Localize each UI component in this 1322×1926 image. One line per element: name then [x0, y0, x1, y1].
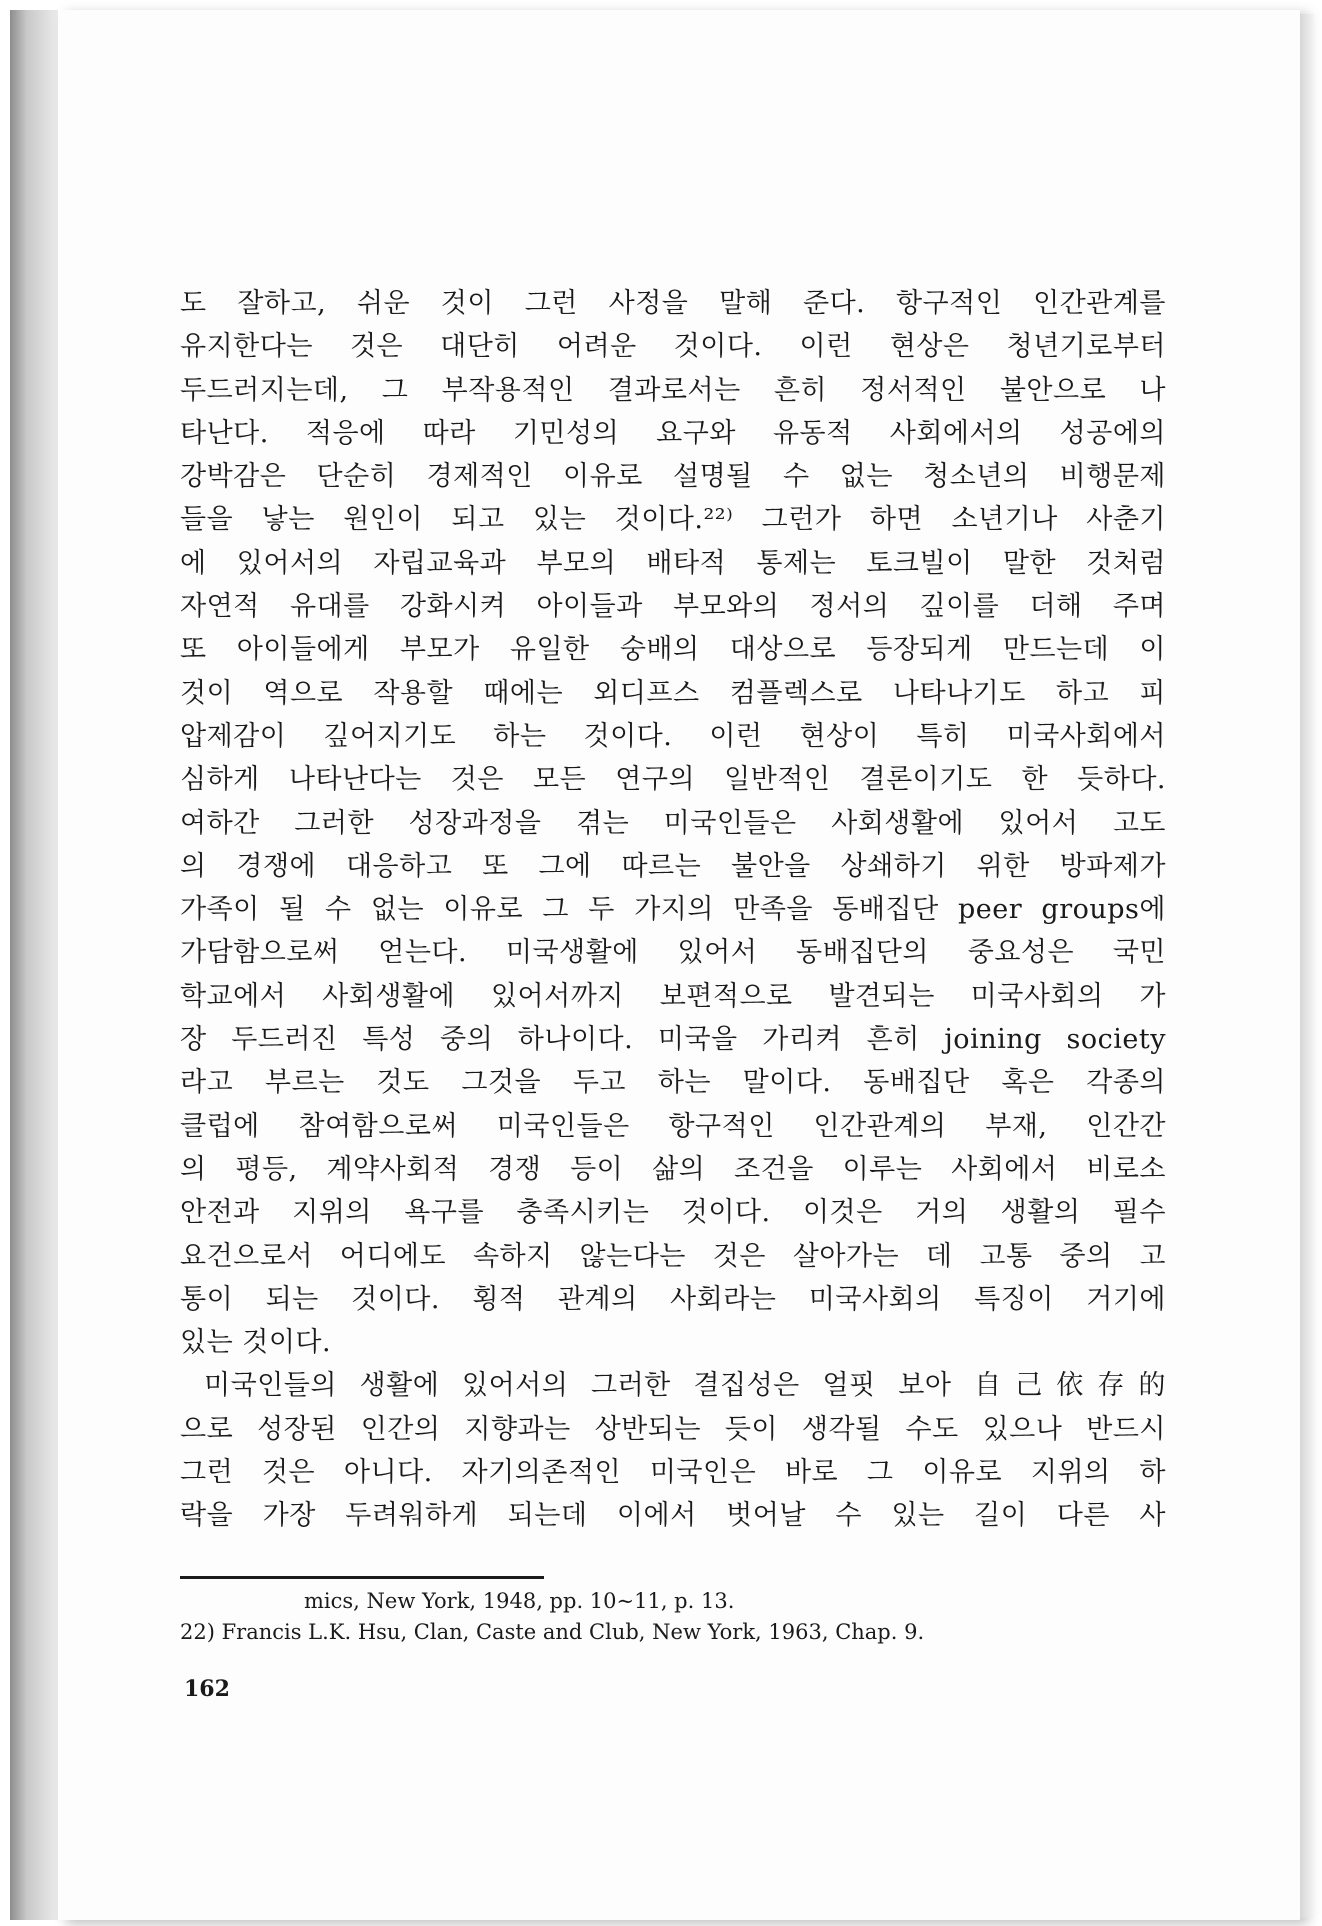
- text-line: 것이 역으로 작용할 때에는 외디프스 컴플렉스로 나타나기도 하고 피: [180, 677, 1166, 709]
- text-line: 압제감이 깊어지기도 하는 것이다. 이런 현상이 특히 미국사회에서: [180, 720, 1166, 752]
- footnote-continuation: mics, New York, 1948, pp. 10∼11, p. 13.: [304, 1589, 735, 1613]
- footnotes: [180, 1586, 1166, 1648]
- text-line: 의 평등, 계약사회적 경쟁 등이 삶의 조건을 이루는 사회에서 비로소: [180, 1153, 1166, 1185]
- text-line: 강박감은 단순히 경제적인 이유로 설명될 수 없는 청소년의 비행문제: [180, 461, 1166, 493]
- footnote-divider: [180, 1576, 544, 1579]
- book-spine-shadow: [10, 10, 58, 1920]
- paragraph-end-line: 있는 것이다.: [180, 1327, 332, 1359]
- text-line: 으로 성장된 인간의 지향과는 상반되는 듯이 생각될 수도 있으나 반드시: [180, 1413, 1166, 1445]
- text-line: 심하게 나타난다는 것은 모든 연구의 일반적인 결론이기도 한 듯하다.: [180, 764, 1166, 796]
- text-line: 학교에서 사회생활에 있어서까지 보편적으로 발견되는 미국사회의 가: [180, 980, 1166, 1012]
- text-line: 타난다. 적응에 따라 기민성의 요구와 유동적 사회에서의 성공에의: [180, 417, 1166, 449]
- footnote-22: 22) Francis L.K. Hsu, Clan, Caste and Club, New York, 1963, Chap. 9.: [180, 1620, 925, 1644]
- text-line: 락을 가장 두려워하게 되는데 이에서 벗어날 수 있는 길이 다른 사: [180, 1500, 1166, 1532]
- text-line: 통이 되는 것이다. 횡적 관계의 사회라는 미국사회의 특징이 거기에: [180, 1283, 1166, 1315]
- text-line: 에 있어서의 자립교육과 부모의 배타적 통제는 토크빌이 말한 것처럼: [180, 547, 1166, 579]
- text-line: 클럽에 참여함으로써 미국인들은 항구적인 인간관계의 부재, 인간간: [180, 1110, 1166, 1142]
- text-line: 자연적 유대를 강화시켜 아이들과 부모와의 정서의 깊이를 더해 주며: [180, 591, 1166, 623]
- text-line: 장 두드러진 특성 중의 하나이다. 미국을 가리켜 흔히 joining society: [180, 1024, 1166, 1056]
- text-line: 두드러지는데, 그 부작용적인 결과로서는 흔히 정서적인 불안으로 나: [180, 374, 1166, 406]
- text-line: 안전과 지위의 욕구를 충족시키는 것이다. 이것은 거의 생활의 필수: [180, 1197, 1166, 1229]
- text-line: 들을 낳는 원인이 되고 있는 것이다.²²⁾ 그런가 하면 소년기나 사춘기: [180, 504, 1166, 536]
- paragraph-start-line: 미국인들의 생활에 있어서의 그러한 결집성은 얼핏 보아 自己依存的: [204, 1370, 1166, 1402]
- page-number: 162: [184, 1676, 230, 1702]
- text-line: 유지한다는 것은 대단히 어려운 것이다. 이런 현상은 청년기로부터: [180, 331, 1166, 363]
- text-line: 라고 부르는 것도 그것을 두고 하는 말이다. 동배집단 혹은 각종의: [180, 1067, 1166, 1099]
- text-line: 가족이 될 수 없는 이유로 그 두 가지의 만족을 동배집단 peer groups에: [180, 894, 1166, 926]
- text-line: 의 경쟁에 대응하고 또 그에 따르는 불안을 상쇄하기 위한 방파제가: [180, 850, 1166, 882]
- text-line: 가담함으로써 얻는다. 미국생활에 있어서 동배집단의 중요성은 국민: [180, 937, 1166, 969]
- text-line: 또 아이들에게 부모가 유일한 숭배의 대상으로 등장되게 만드는데 이: [180, 634, 1166, 666]
- body-text: [180, 282, 1166, 1538]
- text-line: 그런 것은 아니다. 자기의존적인 미국인은 바로 그 이유로 지위의 하: [180, 1457, 1166, 1489]
- text-line: 요건으로서 어디에도 속하지 않는다는 것은 살아가는 데 고통 중의 고: [180, 1240, 1166, 1272]
- page-right-edge: [1300, 14, 1314, 1918]
- text-line: 여하간 그러한 성장과정을 겪는 미국인들은 사회생활에 있어서 고도: [180, 807, 1166, 839]
- text-line: 도 잘하고, 쉬운 것이 그런 사정을 말해 준다. 항구적인 인간관계를: [180, 288, 1166, 319]
